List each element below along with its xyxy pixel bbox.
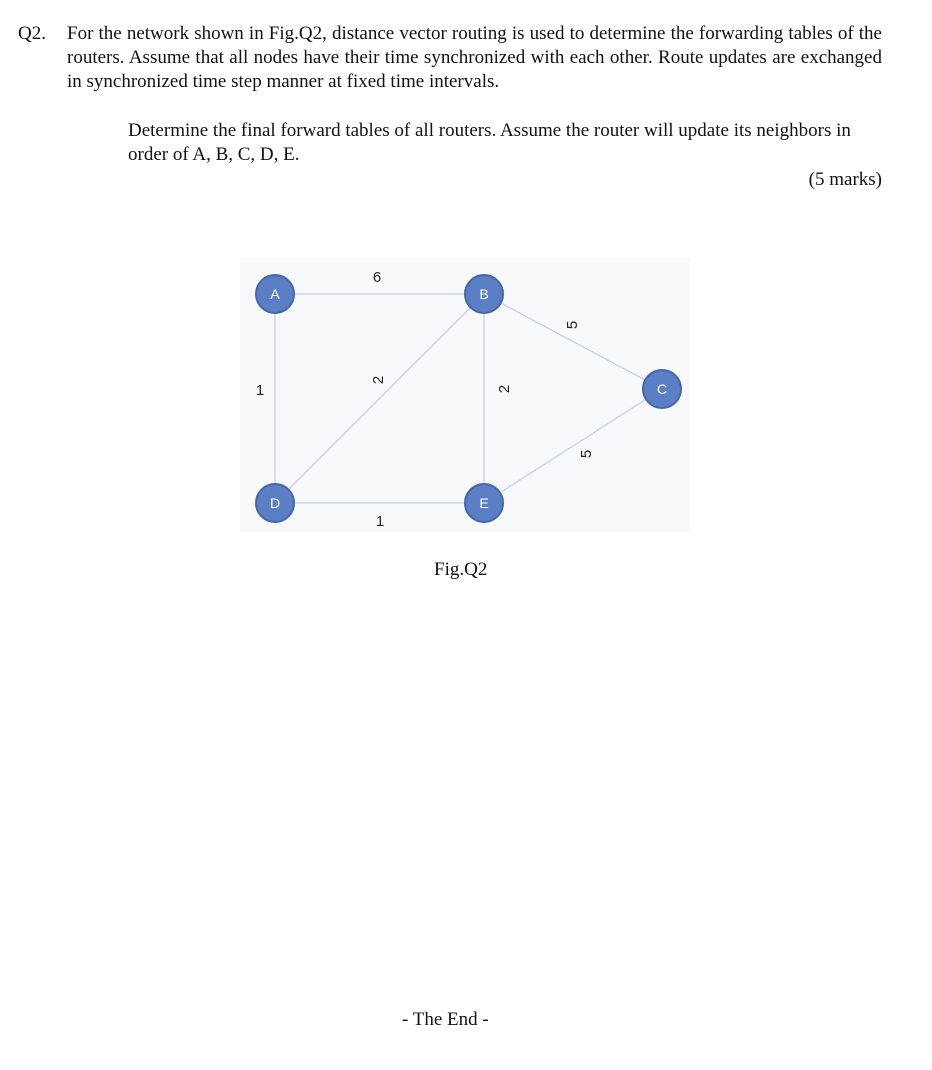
edge-B-C (484, 294, 662, 389)
question-text: For the network shown in Fig.Q2, distance vector routing is used to determine the forwarding tables of the routers. Assume that all nodes have their time synchronized with each other. Route updates are exchanged in synchronized time step manner at fixed time intervals. (67, 23, 882, 92)
figure-caption: Fig.Q2 (434, 559, 488, 580)
edge-label-B-C: 5 (564, 320, 581, 330)
edge-label-D-E: 1 (375, 513, 385, 530)
node-C (643, 370, 681, 408)
node-label-E: E (479, 495, 489, 511)
node-E (465, 484, 503, 522)
edge-C-E (484, 389, 662, 503)
edge-label-B-E: 2 (496, 384, 513, 394)
node-A (256, 275, 294, 313)
node-B (465, 275, 503, 313)
edge-label-A-D: 1 (255, 382, 265, 399)
network-diagram (240, 258, 690, 532)
node-label-D: D (269, 495, 281, 511)
node-label-C: C (656, 381, 668, 397)
question-number: Q2. (18, 23, 46, 44)
edge-label-A-B: 6 (372, 269, 382, 286)
sub-question-text: Determine the final forward tables of all routers. Assume the router will update its neighbors in order of A, B, C, D, E. (128, 120, 851, 165)
network-diagram-svg (240, 258, 690, 532)
edge-label-B-D: 2 (370, 375, 387, 385)
marks-label: (5 marks) (808, 169, 882, 190)
edge-B-D (275, 294, 484, 503)
node-D (256, 484, 294, 522)
node-label-A: A (270, 286, 280, 302)
end-marker: - The End - (402, 1009, 489, 1030)
node-label-B: B (479, 286, 489, 302)
edge-label-C-E: 5 (578, 449, 595, 459)
